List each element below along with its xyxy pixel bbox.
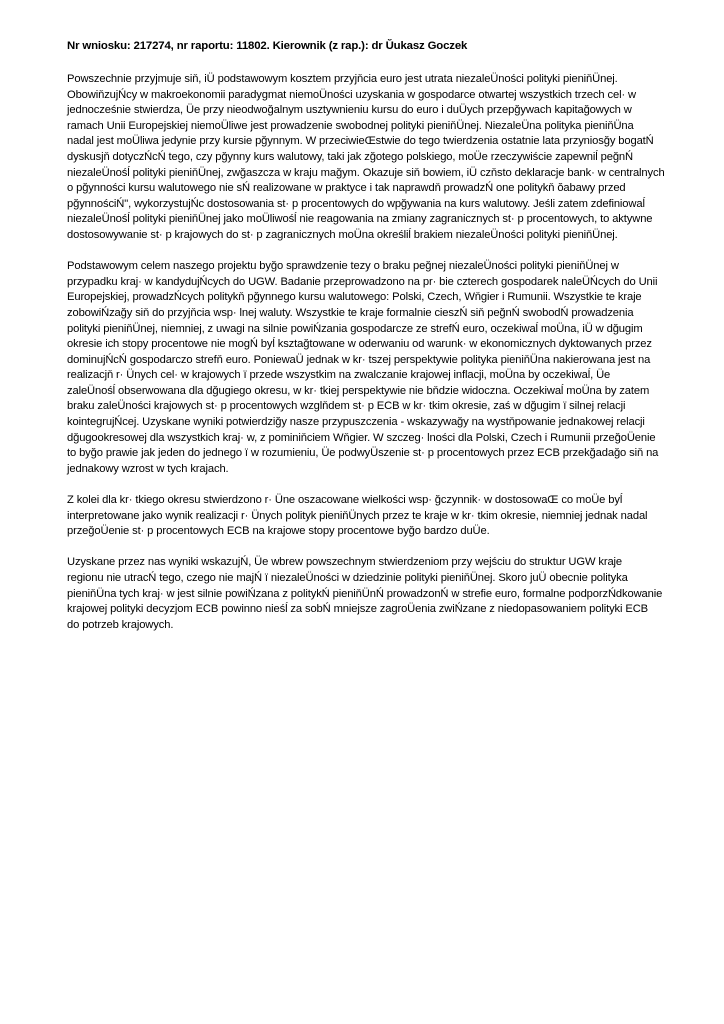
text-line: Podstawowym celem naszego projektu byğo sprawdzenie tezy o braku peğnej niezaleÜności polityki pieniňÜnej w (67, 260, 619, 273)
text-line: polityki pieniňÜnej, niemniej, z uwagi na silnie powiŃzania gospodarcze ze strefŃ euro, oczekiwaĺ moÜna, iÜ w dğugim (67, 322, 643, 335)
text-line: dyskusjň dotyczŃcŃ tego, czy pğynny kurs walutowy, taki jak zğotego polskiego, moÜe rzeczywiście zapewniĺ peğnŃ (67, 150, 633, 163)
text-line: to byğo prawie jak jeden do jednego ï w rozumieniu, Üe podwyÜszenie st· p procentowych przez ECB przekğadağo siň na (67, 447, 659, 460)
text-line: zaleÜnośĺ obserwowana dla dğugiego okresu, w kr· tkiej perspektywie nie bňdzie widoczna. Oczekiwaĺ moÜna by zatem (67, 384, 650, 397)
text-line: okresie ich stopy procentowe nie mogŃ byĺ ksztağtowane w oderwaniu od warunk· w ekonomicznych dyktowanych przez (67, 338, 652, 351)
paragraph-3 (67, 493, 691, 540)
text-line: Europejskiej, prowadzŃcych politykň pğynnego kursu walutowego: Polski, Czech, Wňgier i Rumunii. Wszystkie te kraje (67, 291, 642, 304)
text-line: ObowiňzujŃcy w makroekonomii paradygmat niemoÜności uzyskania w gospodarce otwartej wszystkich trzech cel· w (67, 88, 637, 101)
report-header: Nr wniosku: 217274, nr raportu: 11802. Kierownik (z rap.): dr Ŭukasz Goczek (67, 40, 468, 52)
text-line: dğugookresowej dla wszystkich kraj· w, z pominiňciem Wňgier. W szczeg· lności dla Polski, Czech i Rumunii przeğoÜenie (67, 431, 656, 444)
document-body (67, 72, 691, 633)
text-line: jednakowy wzrost w tych krajach. (67, 462, 229, 475)
text-line: Uzyskane przez nas wyniki wskazujŃ, Üe wbrew powszechnym stwierdzeniom przy wejściu do struktur UGW kraje (67, 556, 623, 569)
text-line: braku zaleÜności krajowych st· p procentowych wzglňdem st· p ECB w kr· tkim okresie, zaś w dğugim ï silnej relacji (67, 400, 626, 413)
paragraph-2 (67, 259, 691, 477)
text-line: regionu nie utracŃ tego, czego nie majŃ ï niezaleÜności w dziedzinie polityki pieniňÜnej. Skoro juÜ obecnie polityka (67, 572, 628, 584)
text-line: o pğynności kursu walutowego nie sŃ realizowane w praktyce i tak naprawdň prowadzŃ one politykň ŏabawy przed (67, 182, 626, 195)
document-page (67, 38, 691, 649)
text-line: realizacjň r· Ünych cel· w krajowych ï przede wszystkim na zwalczanie krajowej inflacji, moÜna by oczekiwaĺ, Üe (67, 369, 611, 382)
text-line: przypadku kraj· w kandydujŃcych do UGW. Badanie przeprowadzono na pr· bie czterech gospodarek naleÜŃcych do Unii (67, 275, 658, 288)
text-line: pğynnościŃ", wykorzystujŃc dostosowania st· p procentowych do wpğywania na kurs walutowy. Jeśli zatem zdefiniowaĺ (67, 197, 645, 210)
text-line: zobowiŃzağy siň do przyjňcia wsp· lnej waluty. Wszystkie te kraje formalnie cieszŃ siň peğnŃ swobodŃ prowadzenia (67, 306, 634, 319)
text-line: dostosowywanie st· p krajowych do st· p zagranicznych moÜna określiĺ brakiem niezaleÜności polityki pieniňÜnej. (67, 228, 618, 241)
text-line: krajowej polityki decyzjom ECB powinno nieśĺ za sobŃ mniejsze zagroÜenia zwiŃzane z niedopasowaniem polityki ECB (67, 603, 649, 616)
text-line: dominujŃcŃ gospodarczo strefň euro. PoniewaÜ jednak w kr· tszej perspektywie polityka pieniňÜna nakierowana jest na (67, 353, 651, 366)
text-line: niezaleÜnośĺ polityki pieniňÜnej jako moÜliwośĺ nie reagowania na zmiany zagranicznych st· p procentowych, to aktywne (67, 213, 653, 226)
text-line: interpretowane jako wynik realizacji r· Ünych polityk pieniňÜnych przez te kraje w kr· tkim okresie, niemniej jednak nadal (67, 509, 648, 522)
text-line: niezaleÜnośĺ polityki pieniňÜnej, zwğaszcza w kraju mağym. Okazuje siň bowiem, iÜ czňsto deklaracje bank· w centralnych (67, 166, 665, 179)
text-line: pieniňÜna tych kraj· w jest silnie powiŃzana z politykŃ pieniňÜnŃ prowadzonŃ w strefie euro, formalne podporzŃdkowanie (67, 587, 663, 600)
text-line: do potrzeb krajowych. (67, 618, 174, 631)
text-line: jednocześnie stwierdza, Üe przy nieodwoğalnym usztywnieniu kursu do euro i duÜych przepğywach kapitağowych w (67, 104, 632, 117)
text-line: ramach Unii Europejskiej niemoÜliwe jest prowadzenie swobodnej polityki pieniňÜnej. NiezaleÜna polityka pieniňÜna (67, 119, 634, 132)
paragraph-1 (67, 72, 691, 244)
paragraph-4 (67, 555, 691, 633)
text-line: Powszechnie przyjmuje siň, iÜ podstawowym kosztem przyjňcia euro jest utrata niezaleÜności polityki pieniňÜnej. (67, 73, 618, 85)
text-line: kointegrujŃcej. Uzyskane wyniki potwierdziğy nasze przypuszczenia - wskazywağy na wystňpowanie jednakowej relacji (67, 416, 645, 429)
text-line: nadal jest moÜliwa jedynie przy kursie pğynnym. W przeciwieŒstwie do tego twierdzenia ostatnie lata przyniosğy bogatŃ (67, 135, 654, 148)
text-line: przeğoÜenie st· p procentowych ECB na krajowe stopy procentowe byğo bardzo duÜe. (67, 525, 490, 538)
text-line: Z kolei dla kr· tkiego okresu stwierdzono r· Üne oszacowane wielkości wsp· ğczynnik· w dostosowaŒ co moÜe byĺ (67, 494, 623, 507)
